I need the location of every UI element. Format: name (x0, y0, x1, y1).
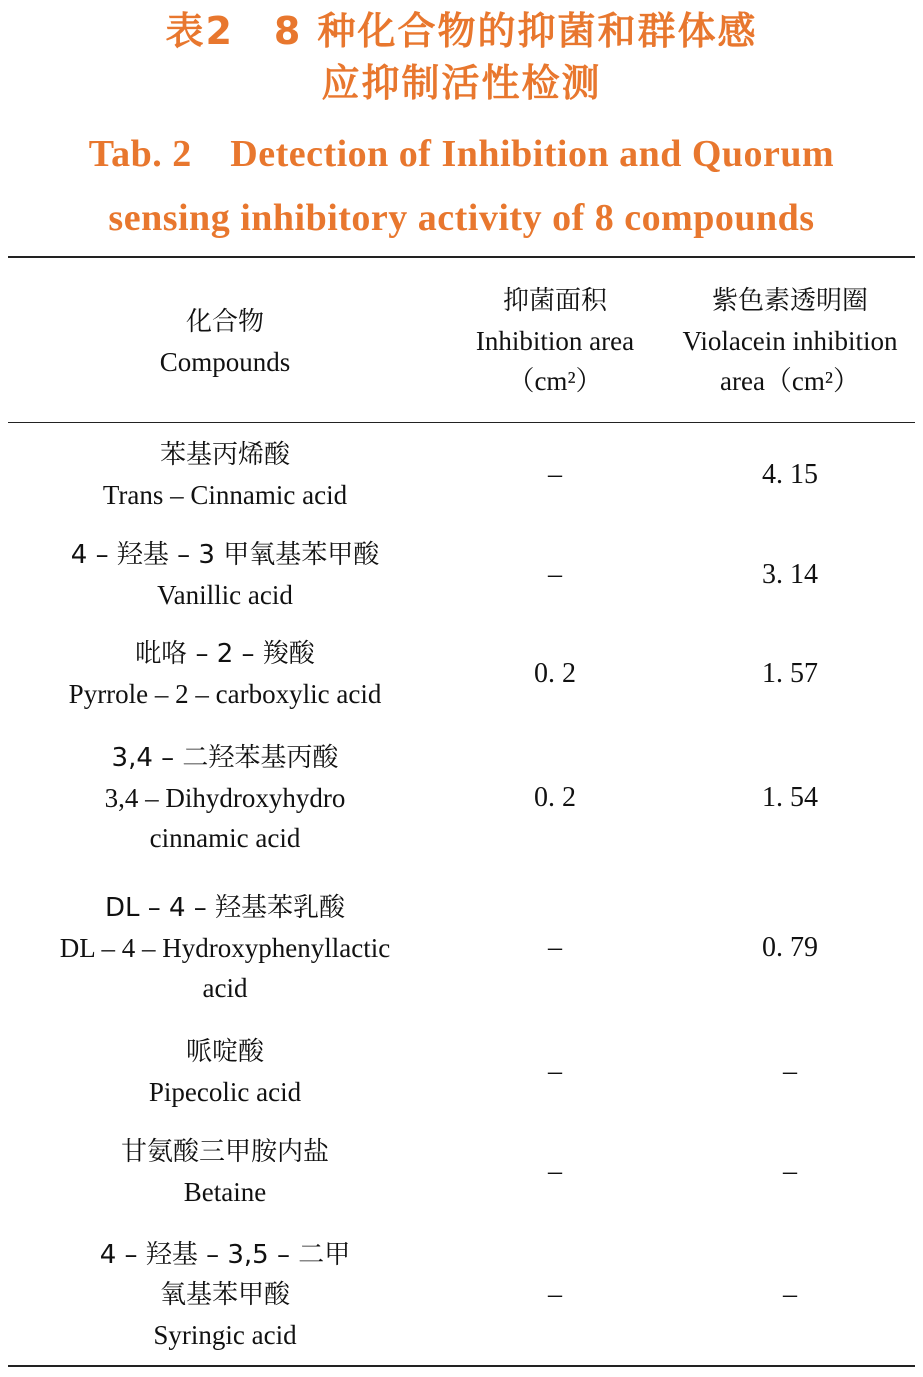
violacein-value: 4. 15 (762, 459, 818, 490)
violacein-value: 3. 14 (762, 559, 818, 590)
table-row-compound (10, 1032, 440, 1112)
compound-cn: DL – 4 – 羟基苯乳酸 (104, 893, 346, 923)
table-row-compound (10, 738, 440, 858)
compound-en: 3,4 – Dihydroxyhydro (104, 783, 346, 813)
compound-en-cont: acid (202, 973, 248, 1003)
header-violacein-en: Violacein inhibition (682, 326, 898, 356)
header-compounds (10, 302, 440, 382)
header-compounds-cn: 化合物 (185, 307, 264, 337)
table-caption (0, 0, 923, 262)
compound-en-cont: cinnamic acid (149, 823, 301, 853)
compound-en: Pyrrole – 2 – carboxylic acid (68, 679, 382, 709)
compound-cn-cont: 氧基苯甲酸 (159, 1280, 290, 1310)
header-violacein-unit: area（cm²） (719, 366, 861, 396)
violacein-value: 1. 54 (762, 782, 818, 813)
compound-en: DL – 4 – Hydroxyphenyllactic (59, 933, 391, 963)
header-rule (8, 422, 915, 423)
inhibition-value: – (548, 559, 562, 590)
violacein-value: – (783, 1279, 797, 1310)
inhibition-value: – (548, 1156, 562, 1187)
compound-cn: 苯基丙烯酸 (159, 440, 290, 470)
header-inhibition-area (450, 281, 660, 401)
inhibition-value: – (548, 1279, 562, 1310)
table-row-compound (10, 1235, 440, 1355)
caption-en-line1: Tab. 2 Detection of Inhibition and Quorum (88, 133, 835, 175)
caption-cn-line1: 表2 8 种化合物的抑菌和群体感 (165, 9, 758, 53)
violacein-value: – (783, 1056, 797, 1087)
compound-cn: 4 – 羟基 – 3,5 – 二甲 (99, 1240, 351, 1270)
table-row-compound (10, 535, 440, 615)
table-row-compound (10, 888, 440, 1008)
violacein-value: 1. 57 (762, 658, 818, 689)
inhibition-value: 0. 2 (534, 782, 576, 813)
compound-cn: 3,4 – 二羟苯基丙酸 (111, 743, 339, 773)
header-violacein-cn: 紫色素透明圈 (711, 286, 868, 316)
header-inhibition-en: Inhibition area (475, 326, 635, 356)
header-inhibition-unit: （cm²） (507, 366, 603, 396)
table-row-compound (10, 435, 440, 515)
inhibition-value: – (548, 1056, 562, 1087)
header-compounds-en: Compounds (159, 347, 291, 377)
compound-cn: 4 – 羟基 – 3 甲氧基苯甲酸 (70, 540, 380, 570)
compound-en: Trans – Cinnamic acid (102, 480, 348, 510)
compound-cn: 哌啶酸 (185, 1037, 264, 1067)
caption-cn-line2: 应抑制活性检测 (321, 61, 602, 105)
top-rule (8, 256, 915, 258)
header-violacein-area (660, 281, 920, 401)
caption-en-line2: sensing inhibitory activity of 8 compounds (108, 197, 815, 239)
table-row-compound (10, 634, 440, 714)
compound-en: Vanillic acid (157, 580, 293, 610)
compound-en: Betaine (183, 1177, 267, 1207)
inhibition-value: 0. 2 (534, 658, 576, 689)
violacein-value: – (783, 1156, 797, 1187)
compound-cn: 吡咯 – 2 – 羧酸 (135, 639, 315, 669)
header-inhibition-cn: 抑菌面积 (502, 286, 607, 316)
inhibition-value: – (548, 459, 562, 490)
compound-en: Syringic acid (153, 1320, 297, 1350)
bottom-rule (8, 1365, 915, 1367)
table-row-compound (10, 1132, 440, 1212)
inhibition-value: – (548, 932, 562, 963)
compound-cn: 甘氨酸三甲胺内盐 (120, 1137, 329, 1167)
violacein-value: 0. 79 (762, 932, 818, 963)
compound-en: Pipecolic acid (148, 1077, 302, 1107)
